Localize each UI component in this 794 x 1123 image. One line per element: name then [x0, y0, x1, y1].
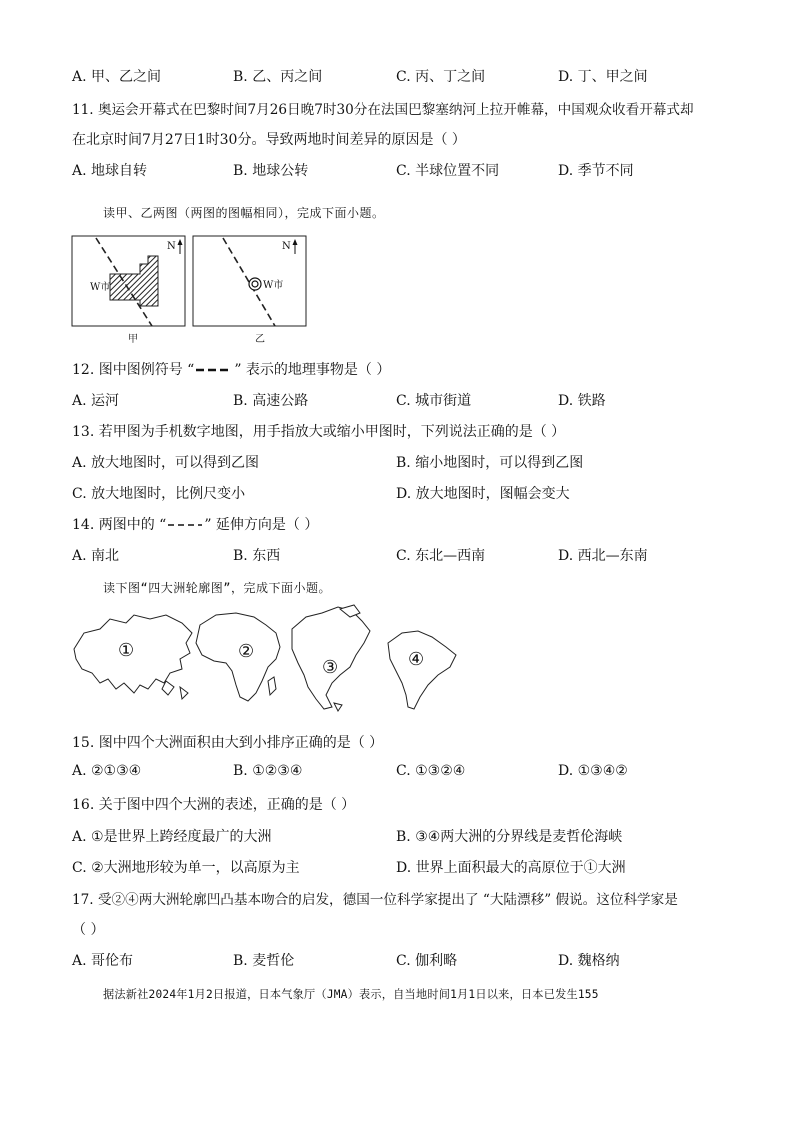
map-yi-caption: 乙: [255, 334, 265, 345]
q14-stem-after: ” 延伸方向是（ ）: [204, 517, 319, 533]
continent-3-label: ③: [322, 657, 339, 678]
q11-option-d: D. 季节不同: [558, 163, 634, 179]
q15-option-a: A. ②①③④: [72, 763, 142, 779]
intro-maps: 读甲、乙两图（两图的图幅相同），完成下面小题。: [103, 206, 385, 220]
q14-stem-before: 14. 两图中的 “: [72, 517, 167, 533]
legend-dash-symbol: [166, 520, 204, 530]
q12-stem: [72, 359, 390, 379]
q11-option-c: C. 半球位置不同: [396, 163, 500, 179]
q11-stem-line2: 在北京时间7月27日1时30分。导致两地时间差异的原因是（ ）: [72, 132, 466, 148]
city-point-icon: [249, 278, 261, 290]
q17-stem-line1: 17. 受②④两大洲轮廓凹凸基本吻合的启发，德国一位科学家提出了 “大陆漂移” 假说。这位科学家是: [72, 892, 678, 908]
q15-option-c: C. ①③②④: [396, 763, 466, 779]
q17-option-a: A. 哥伦布: [72, 953, 134, 969]
q13-stem: 13. 若甲图为手机数字地图，用手指放大或缩小甲图时，下列说法正确的是（ ）: [72, 424, 566, 440]
q15-option-d: D. ①③④②: [558, 763, 628, 779]
q14-option-b: B. 东西: [233, 548, 281, 564]
map-jia-city-label: W市: [90, 282, 111, 293]
q14-option-c: C. 东北—西南: [396, 548, 486, 564]
map-jia: [70, 234, 188, 346]
q15-stem: 15. 图中四个大洲面积由大到小排序正确的是（ ）: [72, 735, 384, 751]
q10-option-b: B. 乙、丙之间: [233, 69, 323, 85]
q16-option-a: A. ①是世界上跨经度最广的大洲: [72, 829, 272, 845]
continents-figure: [70, 603, 462, 715]
q12-option-d: D. 铁路: [558, 393, 606, 409]
continent-4-label: ④: [408, 649, 425, 670]
q17-option-c: C. 伽利略: [396, 953, 458, 969]
q17-option-b: B. 麦哲伦: [233, 953, 295, 969]
q17-option-d: D. 魏格纳: [558, 953, 620, 969]
continent-4-south-america-shape: [388, 631, 456, 709]
q13-option-a: A. 放大地图时，可以得到乙图: [72, 455, 260, 471]
q13-option-b: B. 缩小地图时，可以得到乙图: [396, 455, 584, 471]
q10-option-a: A. 甲、乙之间: [72, 69, 162, 85]
map-yi-north-label: N: [282, 241, 291, 252]
q10-option-d: D. 丁、甲之间: [558, 69, 648, 85]
q11-option-b: B. 地球公转: [233, 163, 309, 179]
legend-dash-symbol: [194, 365, 234, 375]
q12-stem-before: 12. 图中图例符号 “: [72, 362, 195, 378]
q11-stem-line1: 11. 奥运会开幕式在巴黎时间7月26日晚7时30分在法国巴黎塞纳河上拉开帷幕，中国观众收看开幕式却: [72, 102, 694, 118]
continent-1-label: ①: [118, 640, 135, 661]
q16-stem: 16. 关于图中四个大洲的表述，正确的是（ ）: [72, 797, 356, 813]
q16-option-c: C. ②大洲地形较为单一，以高原为主: [72, 860, 300, 876]
q10-option-c: C. 丙、丁之间: [396, 69, 486, 85]
q13-option-d: D. 放大地图时，图幅会变大: [396, 486, 570, 502]
map-jia-north-label: N: [167, 241, 176, 252]
q16-option-b: B. ③④两大洲的分界线是麦哲伦海峡: [396, 829, 623, 845]
q13-option-c: C. 放大地图时，比例尺变小: [72, 486, 246, 502]
q12-option-a: A. 运河: [72, 393, 120, 409]
q14-stem: [72, 514, 318, 534]
q14-option-a: A. 南北: [72, 548, 120, 564]
q15-option-b: B. ①②③④: [233, 763, 303, 779]
q11-option-a: A. 地球自转: [72, 163, 148, 179]
q14-option-d: D. 西北—东南: [558, 548, 648, 564]
q12-option-b: B. 高速公路: [233, 393, 309, 409]
intro-news: 据法新社2024年1月2日报道，日本气象厅（JMA）表示，自当地时间1月1日以来，日本已发生155: [103, 988, 599, 1001]
q12-stem-after: ” 表示的地理事物是（ ）: [234, 362, 391, 378]
q16-option-d: D. 世界上面积最大的高原位于①大洲: [396, 860, 626, 876]
intro-continents: 读下图“四大洲轮廓图”，完成下面小题。: [103, 581, 331, 595]
map-yi-city-label: W市: [263, 280, 284, 291]
map-yi: [191, 234, 309, 346]
continent-2-label: ②: [238, 641, 255, 662]
map-jia-caption: 甲: [128, 334, 138, 345]
q17-stem-line2: （ ）: [72, 922, 105, 938]
q12-option-c: C. 城市街道: [396, 393, 472, 409]
